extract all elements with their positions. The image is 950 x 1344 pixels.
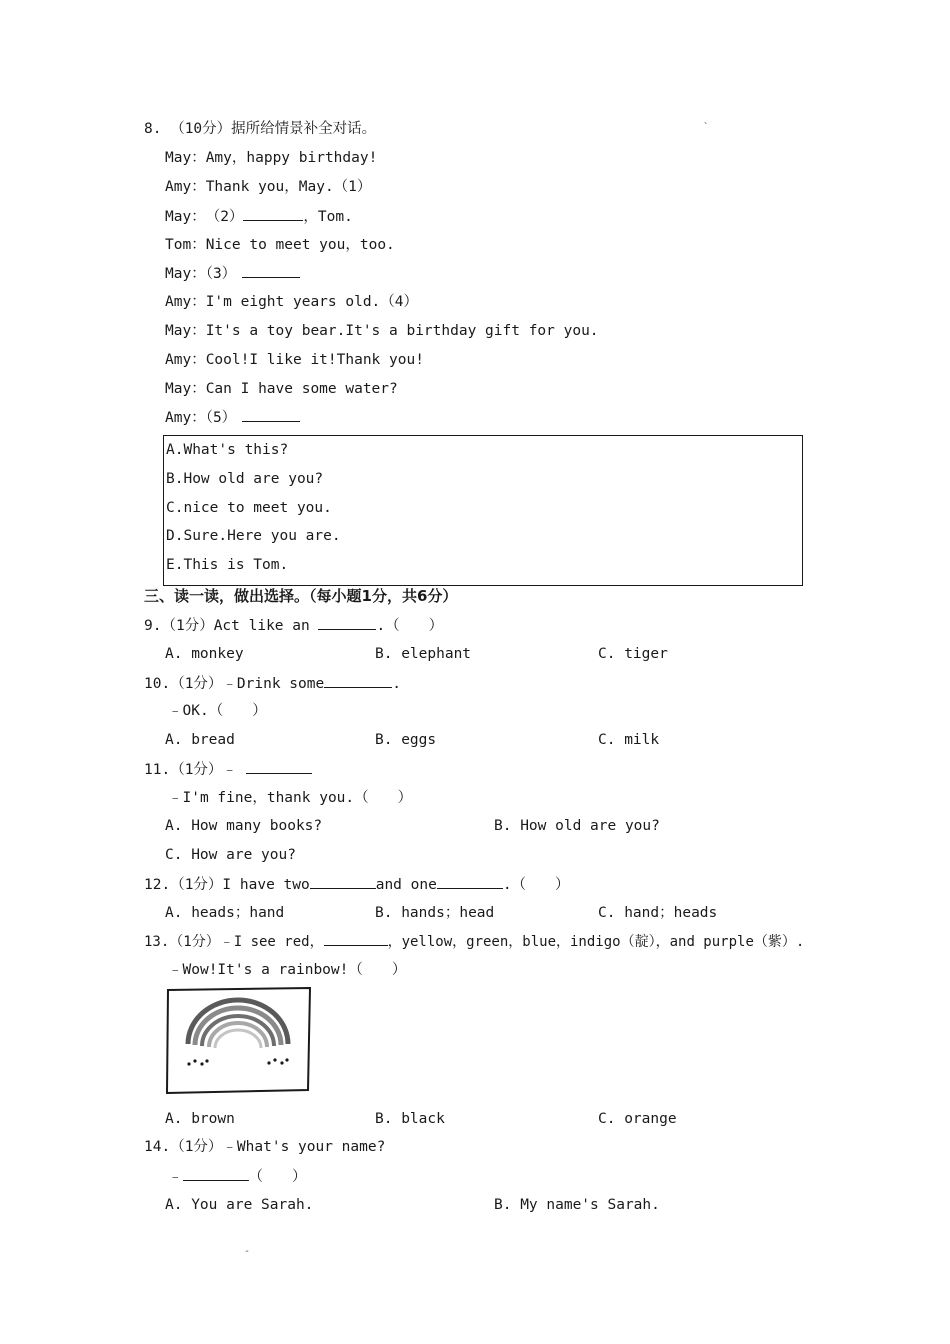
q11-option-c[interactable]: C. How are you? [165,847,296,863]
dialogue-line-8: Amy：Cool!I like it!Thank you! [165,352,424,368]
q9-option-c[interactable]: C. tiger [598,646,668,662]
dialogue-line-6: Amy：I'm eight years old.（4） [165,294,419,310]
option-a: A.What's this? [166,442,289,458]
q14-reply-a: ﹣ [168,1169,183,1185]
option-b: B.How old are you? [166,471,324,487]
q10-stem [144,673,401,694]
q14-reply [168,1166,307,1187]
stray-mark: ` [703,122,710,133]
q10-stem-a: 10.（1分）﹣Drink some [144,676,325,692]
q14-option-a[interactable]: A. You are Sarah. [165,1197,314,1213]
dialogue-line-5-a: May：（3） [165,266,237,282]
q9-option-a[interactable]: A. monkey [165,646,244,662]
q11-option-b[interactable]: B. How old are you? [494,818,660,834]
q10-stem-b: . [392,676,401,692]
q10-option-a[interactable]: A. bread [165,732,235,748]
q13-option-b[interactable]: B. black [375,1111,445,1127]
dialogue-line-10-a: Amy：（5） [165,410,237,426]
q13-option-c[interactable]: C. orange [598,1111,677,1127]
q10-option-b[interactable]: B. eggs [375,732,437,748]
answer-blank-5[interactable] [242,407,300,422]
q13-reply: ﹣Wow!It's a rainbow!（ ） [168,962,407,978]
q14-option-b[interactable]: B. My name's Sarah. [494,1197,660,1213]
q13-stem-b: ，yellow，green，blue，indigo（靛），and purple（紫）. [387,934,805,950]
q13-blank[interactable] [324,931,388,946]
q10-reply: ﹣OK.（ ） [168,703,267,719]
q12-stem-b: and one [375,877,437,893]
q12-blank-1[interactable] [310,874,376,889]
q14-reply-b: （ ） [248,1169,307,1185]
q9-stem-b: .（ ） [376,618,444,634]
dialogue-line-1: May：Amy，happy birthday! [165,150,378,166]
options-box [163,435,803,586]
option-e: E.This is Tom. [166,557,289,573]
dialogue-line-4: Tom：Nice to meet you，too. [165,237,395,253]
q12-stem-c: .（ ） [502,877,570,893]
q14-blank[interactable] [183,1166,249,1181]
q12-stem [144,874,570,895]
rainbow-picture [165,987,312,1094]
q12-option-a[interactable]: A. heads；hand [165,905,285,921]
dialogue-line-7: May：It's a toy bear.It's a birthday gift for you. [165,323,599,339]
q12-blank-2[interactable] [437,874,503,889]
option-c: C.nice to meet you. [166,500,332,516]
q9-stem-a: 9.（1分）Act like an [144,618,310,634]
q12-stem-a: 12.（1分）I have two [144,877,310,893]
q14-stem: 14.（1分）﹣What's your name? [144,1139,386,1155]
option-d: D.Sure.Here you are. [166,528,341,544]
q8-title: 8. （10分）据所给情景补全对话。 [144,121,377,137]
answer-blank-3[interactable] [242,263,300,278]
answer-blank-2[interactable] [243,206,303,221]
dialogue-line-3 [165,206,353,227]
q13-stem-a: 13.（1分）﹣I see red， [144,934,324,950]
dialogue-line-9: May：Can I have some water? [165,381,398,397]
q11-stem-a: 11.（1分）﹣ [144,762,237,778]
q13-stem [144,931,804,952]
q9-stem [144,615,443,636]
q10-blank[interactable] [324,673,392,688]
q12-option-c[interactable]: C. hand；heads [598,905,718,921]
dialogue-line-3-a: May： （2） [165,209,244,225]
dialogue-line-2: Amy：Thank you，May.（1） [165,179,372,195]
q11-reply: ﹣I'm fine，thank you.（ ） [168,790,413,806]
q11-option-a[interactable]: A. How many books? [165,818,323,834]
dialogue-line-10 [165,407,300,428]
q10-option-c[interactable]: C. milk [598,732,660,748]
q9-blank[interactable] [318,615,376,630]
q11-stem [144,759,312,780]
q13-option-a[interactable]: A. brown [165,1111,235,1127]
q11-blank[interactable] [246,759,312,774]
section-heading: 三、读一读，做出选择。（每小题1分，共6分） [144,587,458,605]
dialogue-line-5 [165,263,300,284]
dialogue-line-3-b: ，Tom. [303,209,353,225]
q9-option-b[interactable]: B. elephant [375,646,472,662]
stray-mark-bottom: - [244,1246,251,1257]
q12-option-b[interactable]: B. hands；head [375,905,495,921]
